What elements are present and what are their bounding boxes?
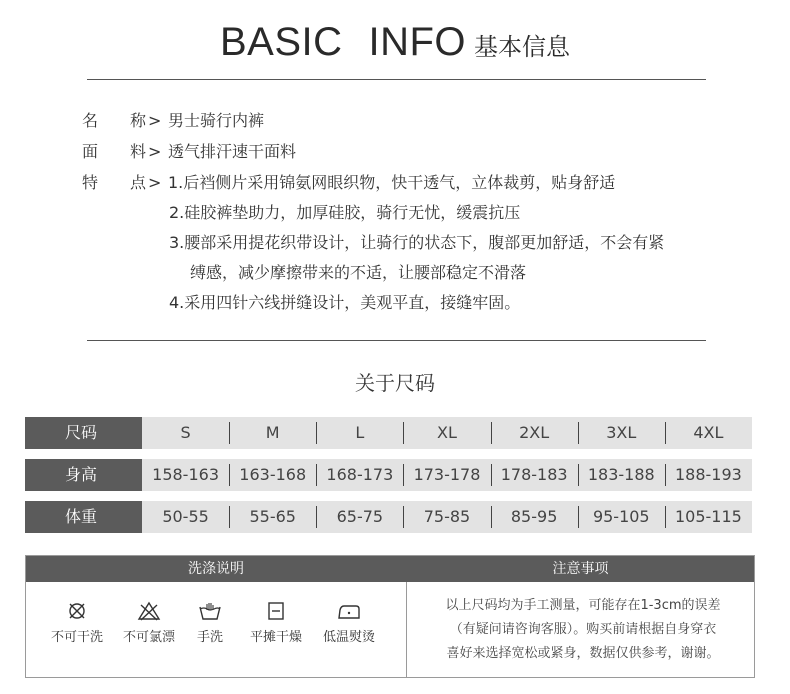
section-divider <box>87 340 706 341</box>
weight-cell: 95-105 <box>578 501 665 533</box>
spec-fabric-value: 透气排汗速干面料 <box>168 142 297 161</box>
height-cell: 163-168 <box>229 459 316 491</box>
weight-row-label: 体重 <box>25 501 142 533</box>
title-cn: 基本信息 <box>474 33 571 61</box>
height-row <box>25 459 752 491</box>
height-row-label: 身高 <box>25 459 142 491</box>
notice-line: （有疑问请咨询客服）。购买前请根据自身穿衣 <box>449 622 717 637</box>
weight-cell: 85-95 <box>491 501 578 533</box>
height-cell: 178-183 <box>491 459 578 491</box>
care-notice-box <box>25 555 755 678</box>
weight-cell: 55-65 <box>229 501 316 533</box>
height-cell: 158-163 <box>152 465 219 484</box>
size-cell: 4XL <box>665 417 752 449</box>
dry-flat-icon <box>265 600 287 622</box>
care-item-label: 不可干洗 <box>50 630 103 645</box>
title-en-info: INFO <box>368 20 467 64</box>
no-dry-clean-icon <box>66 600 88 622</box>
title-en-basic: BASIC <box>219 20 343 64</box>
care-header <box>26 556 754 582</box>
size-cell: M <box>229 417 316 449</box>
height-cell: 173-178 <box>403 459 490 491</box>
weight-cell: 105-115 <box>665 501 752 533</box>
size-chart-title: 关于尺码 <box>355 371 435 395</box>
care-title: 洗涤说明 <box>188 561 244 577</box>
notice-title: 注意事项 <box>552 561 609 577</box>
size-cell: S <box>180 423 191 442</box>
no-bleach-icon <box>136 600 162 622</box>
size-cell: 3XL <box>578 417 665 449</box>
size-cell: XL <box>403 417 490 449</box>
height-cell: 183-188 <box>578 459 665 491</box>
weight-cell: 50-55 <box>162 507 209 526</box>
care-item-label: 低温熨烫 <box>322 630 375 645</box>
care-item-no-dry-clean <box>37 600 117 645</box>
hand-wash-icon <box>197 600 223 622</box>
notice-line: 以上尺码均为手工测量，可能存在1-3cm的误差 <box>445 598 721 613</box>
spec-name-value: 男士骑行内裤 <box>168 111 265 130</box>
care-item-dry-flat <box>236 600 316 645</box>
feature-line-4: 缚感，减少摩擦带来的不适，让腰部稳定不滑落 <box>190 263 527 282</box>
weight-cell: 75-85 <box>403 501 490 533</box>
care-item-label: 手洗 <box>196 630 223 645</box>
spec-fabric-row: 面 料 > 透气排汗速干面料 <box>82 142 297 161</box>
feature-line-2: 2.硅胶裤垫助力，加厚硅胶，骑行无忧，缓震抗压 <box>169 203 521 222</box>
spec-name-row: 名 称 > 男士骑行内裤 <box>82 111 265 130</box>
care-divider <box>406 582 407 678</box>
weight-cell: 65-75 <box>316 501 403 533</box>
weight-row <box>25 501 752 533</box>
page-title <box>0 20 790 65</box>
notice-line: 喜好来选择宽松或紧身，数据仅供参考，谢谢。 <box>446 646 720 661</box>
size-cell: 2XL <box>491 417 578 449</box>
feature-line-1: 1.后裆侧片采用锦氨网眼织物，快干透气，立体裁剪，贴身舒适 <box>168 173 616 192</box>
care-item-low-iron <box>309 600 389 645</box>
height-cell: 188-193 <box>665 459 752 491</box>
care-item-label: 平摊干燥 <box>249 630 302 645</box>
notice-text <box>418 594 748 666</box>
feature-line-5: 4.采用四针六线拼缝设计，美观平直，接缝牢固。 <box>169 293 521 312</box>
title-divider <box>87 79 706 80</box>
spec-features-row: 特 点 > 1.后裆侧片采用锦氨网眼织物，快干透气，立体裁剪，贴身舒适 <box>82 173 616 192</box>
size-cell: L <box>316 417 403 449</box>
height-cell: 168-173 <box>316 459 403 491</box>
size-row-label: 尺码 <box>25 417 142 449</box>
feature-line-3: 3.腰部采用提花织带设计，让骑行的状态下，腹部更加舒适，不会有紧 <box>169 233 665 252</box>
size-row <box>25 417 752 449</box>
care-item-label: 不可氯漂 <box>122 630 175 645</box>
low-iron-icon <box>336 600 362 622</box>
